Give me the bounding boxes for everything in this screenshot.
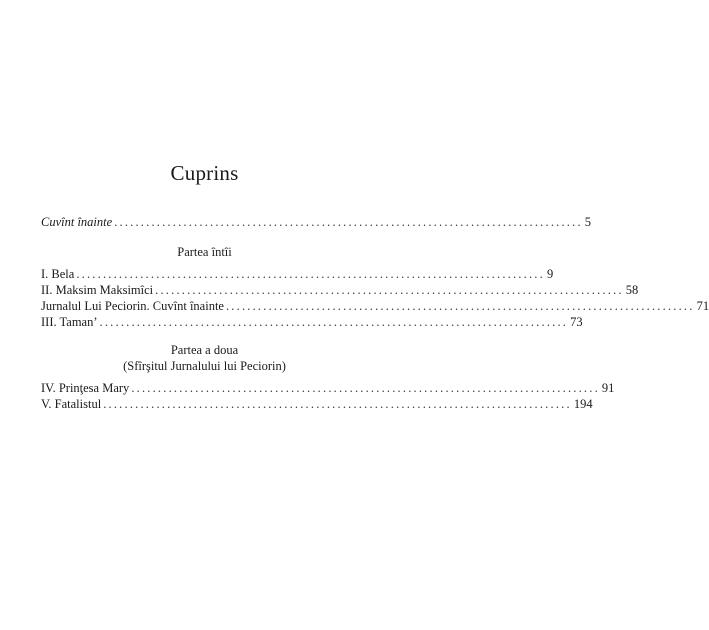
toc-entry-label: Cuvînt înainte [41,215,113,229]
page-title: Cuprins [170,161,239,185]
toc-entry-label: Jurnalul Lui Peciorin. Cuvînt înainte [41,299,224,313]
toc-entry-label: IV. Prinţesa Mary [41,381,130,395]
toc-entry-label: III. Taman’ [41,315,98,329]
dot-leader: ........................................................................................ [225,299,695,313]
toc-entry-page: 194 [573,397,593,411]
dot-leader: ........................................................................................ [76,267,545,281]
toc-entry-intro [41,214,592,230]
dot-leader: ........................................................................................ [131,381,600,395]
toc-entry [41,380,615,396]
toc-entry-page: 5 [584,215,592,229]
toc-entry [41,266,554,282]
part1-heading: Partea întîi [177,245,232,259]
toc-entry-page: 58 [625,283,639,297]
toc-entry-label: II. Maksim Maksimîci [41,283,154,297]
toc-entry [41,298,709,314]
toc-entry-page: 91 [601,381,615,395]
toc-entry-page: 9 [546,267,554,281]
dot-leader: ........................................................................................ [99,315,569,329]
part2-heading: Partea a doua [170,343,239,357]
dot-leader: ........................................................................................ [103,397,572,411]
toc-entry [41,282,639,298]
toc-entry [41,314,583,330]
dot-leader: ........................................................................................ [114,215,583,229]
toc-entry-page: 71 [696,299,709,313]
toc-entry [41,396,593,412]
toc-entry-page: 73 [570,315,583,329]
toc-entry-label: I. Bela [41,267,75,281]
part2-subheading: (Sfîrşitul Jurnalului lui Peciorin) [123,359,286,373]
toc-entry-label: V. Fatalistul [41,397,102,411]
dot-leader: ........................................................................................ [155,283,624,297]
